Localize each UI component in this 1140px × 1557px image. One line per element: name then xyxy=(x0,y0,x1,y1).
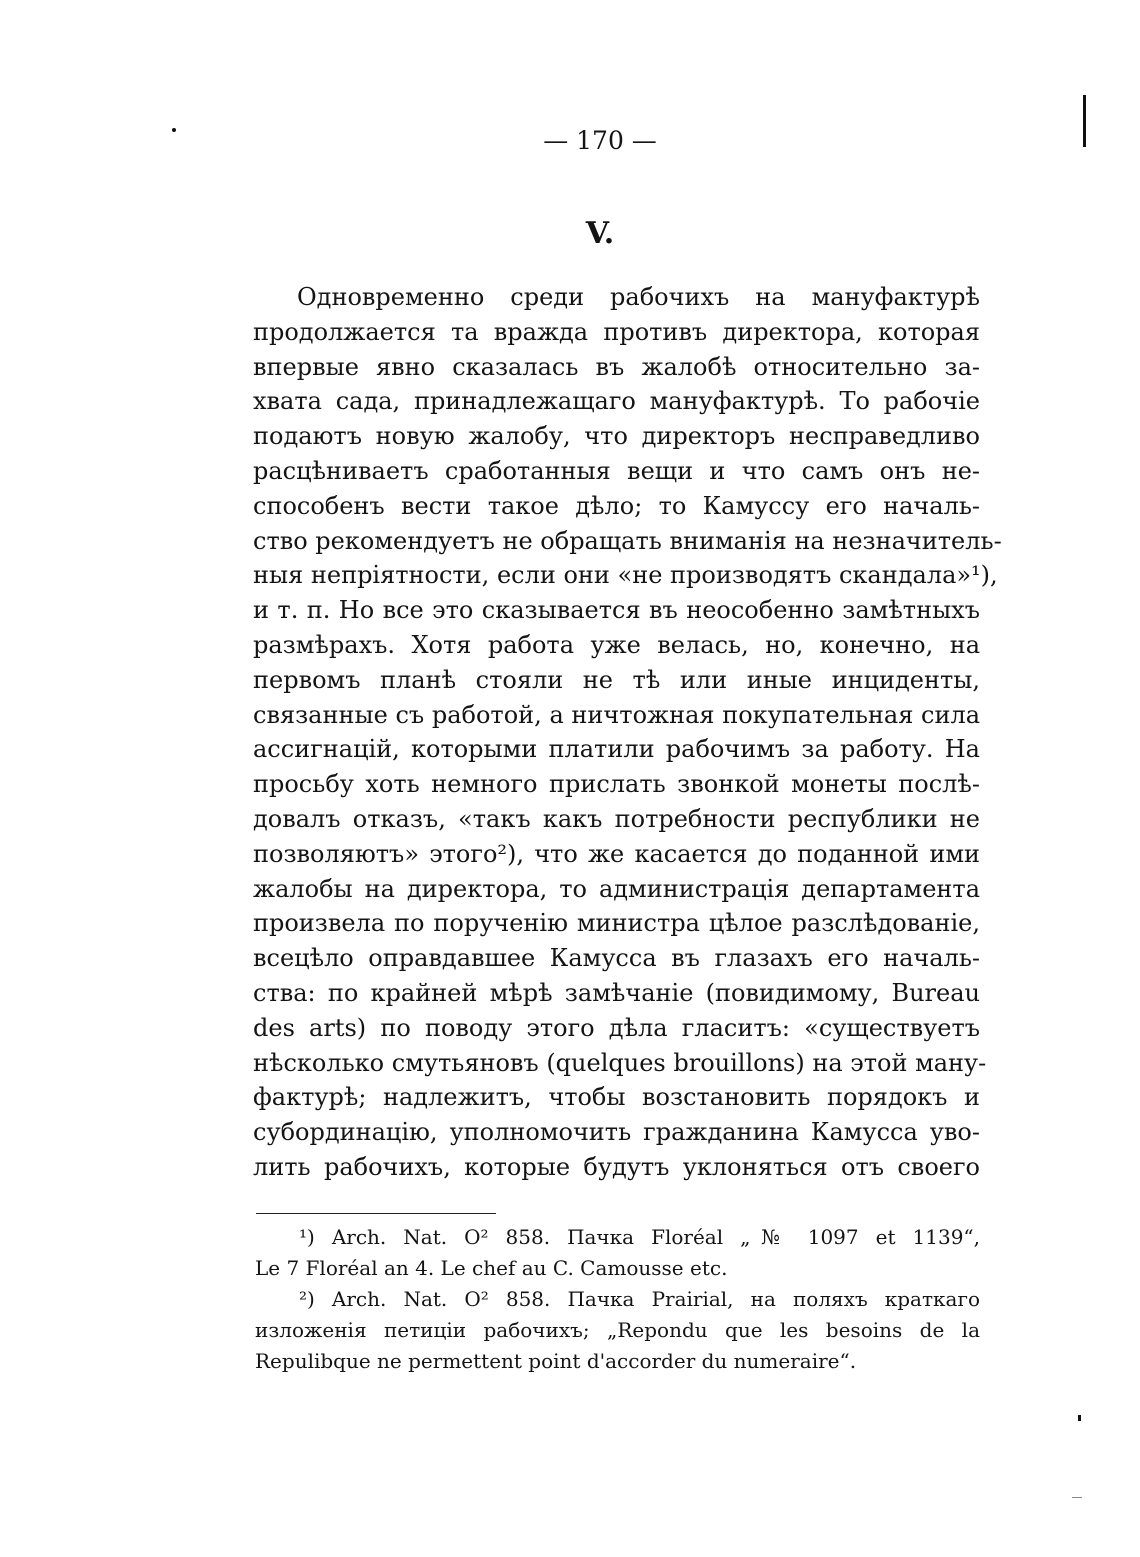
text-line: связанные съ работой, а ничтожная покупательная сила xyxy=(253,700,980,729)
text-line: продолжается та вражда противъ директора, которая xyxy=(253,317,980,346)
text-line: просьбу хоть немного прислать звонкой монеты послѣ- xyxy=(253,770,980,799)
scan-speck xyxy=(1078,1415,1081,1421)
footnote-line: ¹) Arch. Nat. O² 858. Пачка Floréal „№ 1097 et 1139“, xyxy=(299,1225,980,1249)
text-line: лить рабочихъ, которые будутъ уклоняться отъ своего xyxy=(253,1152,980,1181)
text-line: расцѣниваетъ сработанныя вещи и что самъ онъ не- xyxy=(253,456,980,485)
scan-edge-mark xyxy=(1083,95,1086,147)
page-number: — 170 — xyxy=(543,126,657,155)
text-line: ныя непріятности, если они «не производятъ скандала»¹), xyxy=(253,561,998,590)
text-line: и т. п. Но все это сказывается въ неособенно замѣтныхъ xyxy=(253,596,980,625)
text-line: довалъ отказъ, «такъ какъ потребности республики не xyxy=(253,804,980,833)
body-paragraph xyxy=(253,280,1002,1185)
text-line: произвела по порученію министра цѣлое разслѣдованіе, xyxy=(253,909,980,938)
footnote-line: Repulibque ne permettent point d'accorder du numeraire“. xyxy=(255,1349,857,1373)
footnotes xyxy=(255,1222,980,1377)
footnote-line: Le 7 Floréal an 4. Le chef au C. Camousse etc. xyxy=(255,1256,728,1280)
text-line: субординацію, уполномочить гражданина Камусса уво- xyxy=(253,1118,980,1147)
footnote-line: ²) Arch. Nat. O² 858. Пачка Prairial, на поляхъ краткаго xyxy=(299,1287,980,1311)
text-line: хвата сада, принадлежащаго мануфактурѣ. То рабочіе xyxy=(253,387,980,416)
text-line: des arts) по поводу этого дѣла гласитъ: «существуетъ xyxy=(253,1013,980,1042)
text-line: размѣрахъ. Хотя работа уже велась, но, конечно, на xyxy=(253,630,980,659)
text-line: Одновременно среди рабочихъ на мануфактурѣ xyxy=(297,283,980,311)
text-line: фактурѣ; надлежитъ, чтобы возстановить порядокъ и xyxy=(253,1083,980,1112)
text-line: впервые явно сказалась въ жалобѣ относительно за- xyxy=(253,352,980,381)
footnote-1 xyxy=(255,1222,980,1284)
text-line: ство рекомендуетъ не обращать вниманія на незначитель- xyxy=(253,526,1002,555)
footnote-line: изложенія петиціи рабочихъ; „Repondu que les besoins de la xyxy=(255,1318,980,1342)
text-line: жалобы на директора, то администрація департамента xyxy=(253,874,980,903)
scan-speck xyxy=(1072,1497,1082,1498)
text-line: первомъ планѣ стояли не тѣ или иные инциденты, xyxy=(253,665,980,694)
footnote-2 xyxy=(255,1284,980,1377)
scan-speck xyxy=(172,128,176,132)
text-line: подаютъ новую жалобу, что директоръ несправедливо xyxy=(253,422,980,451)
text-line: позволяютъ» этого²), что же касается до поданной ими xyxy=(253,839,980,868)
text-line: ства: по крайней мѣрѣ замѣчаніе (повидимому, Bureau xyxy=(253,978,980,1007)
text-line: способенъ вести такое дѣло; то Камуссу его началь- xyxy=(253,491,980,520)
footnote-divider xyxy=(256,1213,496,1214)
section-heading: V. xyxy=(585,216,615,251)
text-line: нѣсколько смутьяновъ (quelques brouillons) на этой ману- xyxy=(253,1048,987,1077)
text-line: ассигнацій, которыми платили рабочимъ за работу. На xyxy=(253,735,980,764)
text-line: всецѣло оправдавшее Камусса въ глазахъ его началь- xyxy=(253,944,980,973)
